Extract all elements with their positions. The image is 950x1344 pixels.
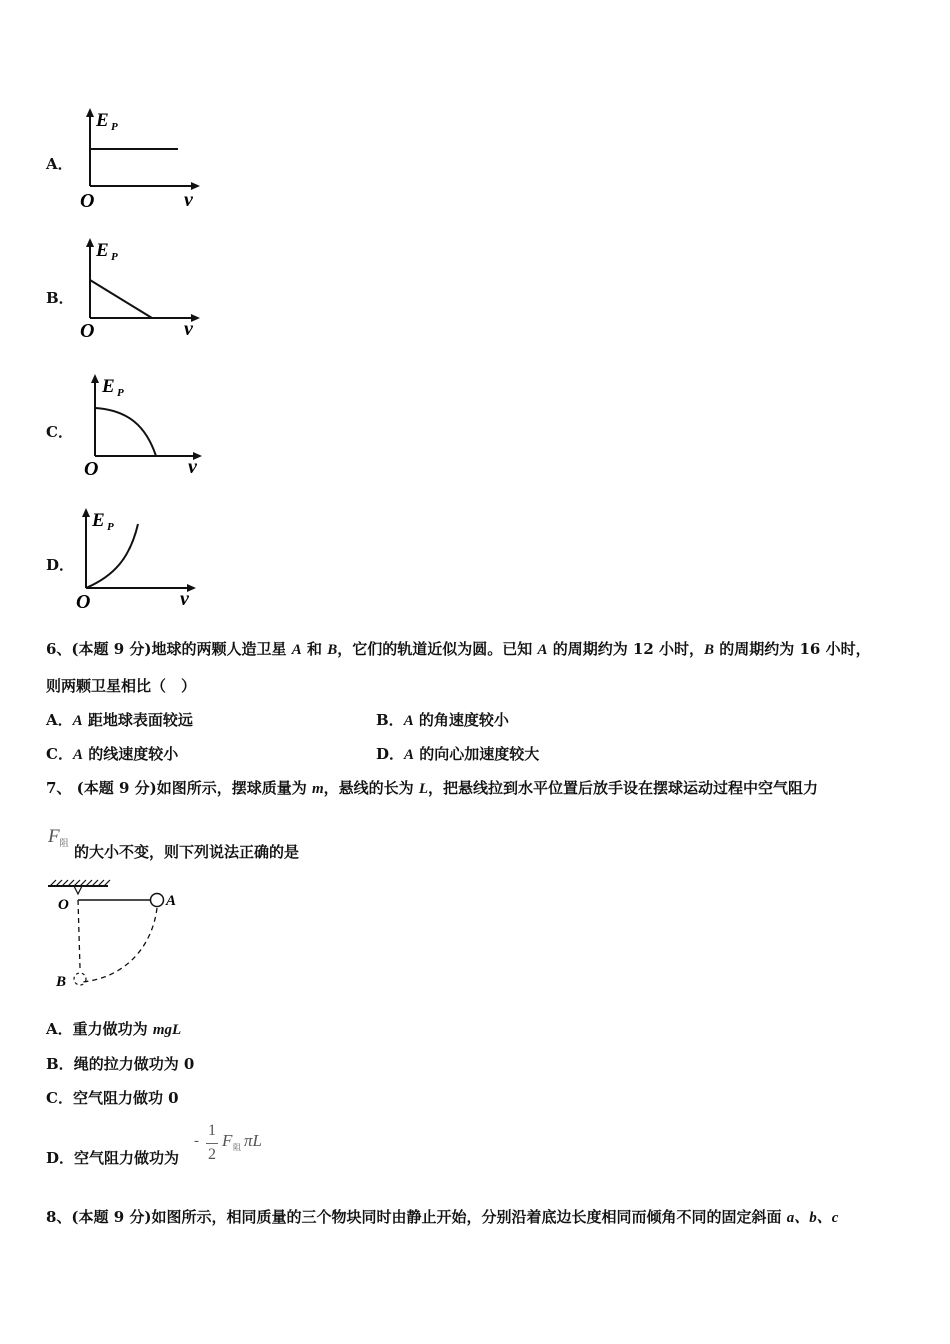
x-axis-label: v <box>184 318 193 340</box>
pendulum-bob <box>151 894 164 907</box>
y-axis-label: E <box>96 110 109 131</box>
graph-b <box>76 234 206 344</box>
x-axis-label: v <box>188 456 197 478</box>
x-axis-label: v <box>184 189 193 211</box>
origin-label: O <box>80 190 95 212</box>
q7-option-a[interactable]: A．重力做功为 mgL <box>46 1020 182 1038</box>
pendulum-figure <box>44 878 194 993</box>
point-b-label: B <box>56 974 67 990</box>
q6-option-c[interactable]: C．A 的线速度较小 <box>46 745 179 763</box>
y-axis-label: E <box>96 240 109 261</box>
q6-option-d[interactable]: D．A 的向心加速度较大 <box>376 745 540 763</box>
work-formula: - 1 2 F 阻 πL <box>194 1122 262 1163</box>
q7-stem-line2: 的大小不变，则下列说法正确的是 <box>74 843 300 861</box>
option-label: C． <box>46 423 73 441</box>
y-axis-label: E <box>92 510 105 531</box>
point-a-label: A <box>166 893 177 909</box>
option-label: A． <box>46 155 73 173</box>
fraction-bar <box>206 1143 218 1144</box>
graph-d <box>74 502 204 614</box>
y-axis-label: E <box>102 376 115 397</box>
origin-label: O <box>76 591 91 613</box>
y-axis-sub: P <box>111 251 118 263</box>
q8-stem-line1: 8、(本题 9 分)如图所示，相同质量的三个物块同时由静止开始，分别沿着底边长度相同而倾角不同的固定斜面 a、b、c <box>46 1208 839 1226</box>
origin-label: O <box>84 458 99 480</box>
y-axis-sub: P <box>117 387 124 399</box>
origin-label: O <box>80 320 95 342</box>
graph-a <box>76 104 206 214</box>
y-axis-sub: P <box>107 521 114 533</box>
air-resistance-symbol: $F_阻$ <box>48 826 69 848</box>
q7-option-d[interactable]: D．空气阻力做功为 <box>46 1149 180 1167</box>
q6-stem-line2: 则两颗卫星相比（ ） <box>46 677 197 695</box>
q7-stem-line1: 7、 (本题 9 分)如图所示，摆球质量为 m，悬线的长为 L，把悬线拉到水平位置后放手设在摆球运动过程中空气阻力 <box>46 779 819 797</box>
option-label: B． <box>46 289 74 307</box>
point-o-label: O <box>58 897 69 913</box>
q6-stem-line1: 6、(本题 9 分)地球的两颗人造卫星 A 和 B，它们的轨道近似为圆。已知 A 的周期约为 12 小时，B 的周期约为 16 小时， <box>46 640 871 658</box>
x-axis-label: v <box>180 588 189 610</box>
q7-option-b[interactable]: B．绳的拉力做功为 0 <box>46 1055 195 1073</box>
option-label: D． <box>46 556 75 574</box>
energy-curve <box>90 280 152 318</box>
q7-option-c[interactable]: C．空气阻力做功 0 <box>46 1089 179 1107</box>
y-axis-sub: P <box>111 121 118 133</box>
energy-curve <box>95 408 156 456</box>
energy-curve <box>86 524 138 588</box>
graph-c <box>80 370 210 480</box>
q6-option-b[interactable]: B．A 的角速度较小 <box>376 711 509 729</box>
q6-option-a[interactable]: A．A 距地球表面较远 <box>46 711 193 729</box>
